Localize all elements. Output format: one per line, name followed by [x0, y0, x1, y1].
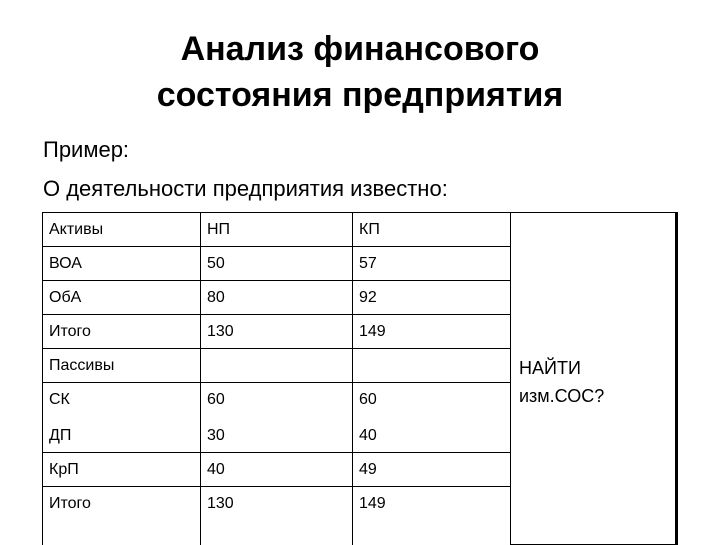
table-cell: Пассивы [43, 349, 201, 383]
header-cell: КП [353, 213, 511, 247]
table-cell-line: ДП [49, 427, 72, 444]
table-cell: 149 [353, 315, 511, 349]
table-cell [43, 383, 201, 453]
table-cell: 57 [353, 247, 511, 281]
slide-title [0, 26, 720, 118]
table-cell: ВОА [43, 247, 201, 281]
table-cell: 92 [353, 281, 511, 315]
header-cell: Активы [43, 213, 201, 247]
table-cell-line: 60 [207, 391, 225, 408]
table-cell [201, 383, 353, 453]
table-cell: ОбА [43, 281, 201, 315]
table-cell: 50 [201, 247, 353, 281]
header-cell: НП [201, 213, 353, 247]
task-line-1: НАЙТИ [519, 358, 581, 378]
known-label: О деятельности предприятия известно: [43, 176, 448, 201]
task-cell [511, 213, 677, 545]
table-cell: Итого [43, 315, 201, 349]
table-cell-line: 40 [359, 427, 377, 444]
table-cell [353, 383, 511, 453]
slide-title-line-2: состояния предприятия [156, 76, 564, 114]
table-cell [201, 349, 353, 383]
table-cell [353, 349, 511, 383]
table-cell-line: СК [49, 391, 70, 408]
table-cell-line: 30 [207, 427, 225, 444]
table-cell: 130 [201, 487, 353, 545]
balance-table [42, 212, 678, 545]
table-cell: Итого [43, 487, 201, 545]
table-cell: КрП [43, 453, 201, 487]
table-cell-line: 60 [359, 391, 377, 408]
table-cell: 49 [353, 453, 511, 487]
table-cell: 149 [353, 487, 511, 545]
table-header-row [43, 213, 677, 247]
table-cell: 80 [201, 281, 353, 315]
table-cell: 130 [201, 315, 353, 349]
table-cell: 40 [201, 453, 353, 487]
task-line-2: изм.СОС? [519, 386, 605, 406]
slide-title-line-1: Анализ финансового [180, 30, 540, 68]
example-label: Пример: [43, 137, 130, 162]
